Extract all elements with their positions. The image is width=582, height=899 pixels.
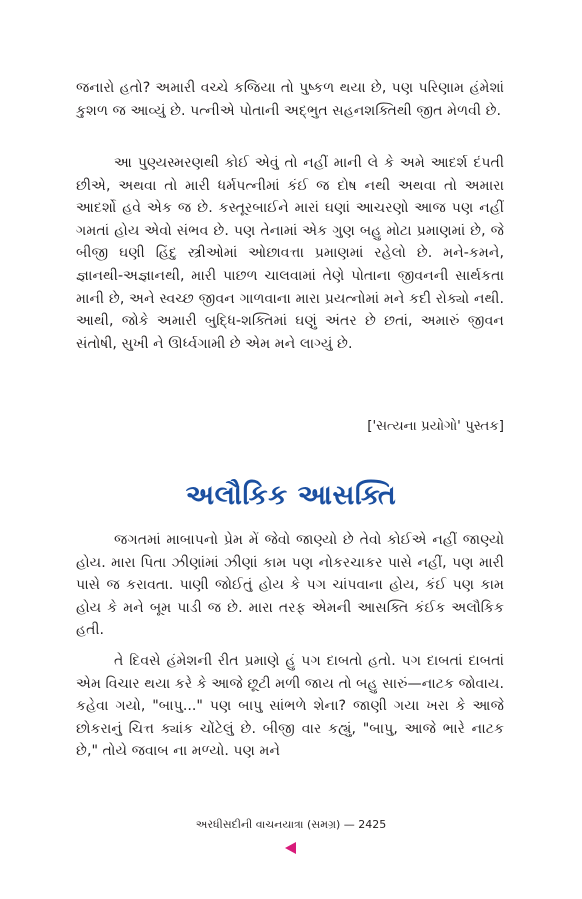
paragraph-remembrance: આ પુણ્યસ્મરણથી કોઈ એવું તો નહીં માની લે કે અમે આદર્શ દંપતી છીએ, અથવા તો મારી ધર્મપત્નીમાં કંઈ જ દોષ નથી અથવા તો અમારા આદર્શો હવે એક જ છે. કસ્તૂરબાઈને મારાં ઘણાં આચરણો આજ પણ નહીં ગમતાં હોય એવો સંભવ છે. પણ તેનામાં એક ગુણ બહુ મોટા પ્રમાણમાં છે, જે બીજી ઘણી હિંદુ સ્ત્રીઓમાં ઓછાવત્તા પ્રમાણમાં રહેલો છે. મને-કમને, જ્ઞાનથી-અજ્ઞાનથી, મારી પાછળ ચાલવામાં તેણે પોતાના જીવનની સાર્થકતા માની છે, અને સ્વચ્છ જીવન ગાળવાના મારા પ્રયત્નોમાં મને કદી રોક્યો નથી. આથી, જોકે અમારી બુદ્ધિ-શક્તિમાં ઘણું અંતર છે છતાં, અમારું જીવન સંતોષી, સુખી ને ઊર્ધ્વગામી છે એમ મને લાગ્યું છે. [76, 155, 504, 352]
previous-page-icon[interactable] [285, 842, 296, 854]
paragraph-continuation: જનારો હતો? અમારી વચ્ચે કજિયા તો પુષ્કળ થયા છે, પણ પરિણામ હંમેશાં કુશળ જ આવ્યું છે. પત્નીએ પોતાની અદ્ભુત સહનશક્તિથી જીત મેળવી છે. [76, 80, 504, 119]
paragraph-drama-story: તે દિવસે હંમેશની રીત પ્રમાણે હું પગ દાબતો હતો. પગ દાબતાં દાબતાં એમ વિચાર થયા કરે કે આજે છૂટી મળી જાય તો બહુ સારું—નાટક જોવાય. કહેવા ગયો, "બાપુ..." પણ બાપુ સાંભળે શેના? જાણી ગયા ખરા કે આજે છોકરાનું ચિત્ત ક્યાંક ચોંટેલું છે. બીજી વાર કહ્યું, "બાપુ, આજે ભારે નાટક છે," તોયે જવાબ ના મળ્યો. પણ મને [76, 653, 504, 760]
paragraph-parental-love: જગતમાં માબાપનો પ્રેમ મેં જેવો જાણ્યો છે તેવો કોઈએ નહીં જાણ્યો હોય. મારા પિતા ઝીણાંમાં ઝીણાં કામ પણ નોકરચાકર પાસે નહીં, પણ મારી પાસે જ કરાવતા. પાણી જોઈતું હોય કે પગ ચાંપવાના હોય, કંઈ પણ કામ હોય કે મને બૂમ પાડી જ છે. મારા તરફ એમની આસક્તિ કંઈક અલૌકિક હતી. [76, 532, 504, 639]
chapter-title: અલૌકિક આસક્તિ [185, 480, 397, 511]
page-footer: અરધીસદીની વાચનયાત્રા (સમગ્ર) — 2425 [195, 818, 387, 831]
source-citation: ['સત્યના પ્રયોગો' પુસ્તક] [367, 419, 504, 434]
